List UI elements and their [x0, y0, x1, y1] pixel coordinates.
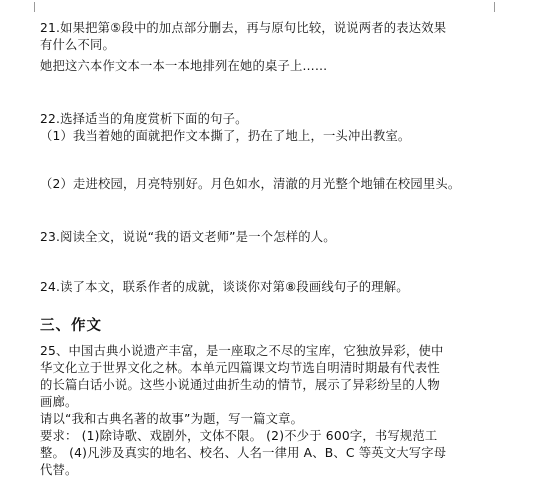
essay-line-4: 画廊。: [40, 395, 78, 409]
question-21-line-1: 21.如果把第⑤段中的加点部分删去，再与原句比较，说说两者的表达效果: [40, 21, 447, 35]
question-21-line-2: 有什么不同。: [40, 38, 115, 52]
essay-line-6: 要求： (1)除诗歌、戏剧外，文体不限。 (2)不少于 600字，书写规范工: [40, 429, 438, 443]
essay-line-7: 整。 (4)凡涉及真实的地名、校名、人名一律用 A、B、C 等英文大写字母: [40, 446, 447, 460]
question-22-title: 22.选择适当的角度赏析下面的句子。: [40, 112, 248, 126]
essay-line-2: 华文化立于世界文化之林。本单元四篇课文均节选自明清时期最有代表性: [40, 361, 440, 375]
question-24: 24.读了本文，联系作者的成就，谈谈你对第⑧段画线句子的理解。: [40, 280, 409, 294]
margin-mark-top-left: [26, 2, 35, 12]
essay-line-5: 请以“我和古典名著的故事”为题，写一篇文章。: [40, 412, 304, 426]
question-22-item-1: （1）我当着她的面就把作文本撕了，扔在了地上，一头冲出教室。: [40, 129, 411, 143]
essay-prompt: [40, 343, 500, 479]
essay-line-1: 25、中国古典小说遗产丰富，是一座取之不尽的宝库，它独放异彩，使中: [40, 344, 444, 358]
essay-line-8: 代替。: [40, 463, 78, 477]
question-23: 23.阅读全文，说说“我的语文老师”是一个怎样的人。: [40, 230, 336, 244]
section-heading-essay: 三、作文: [40, 318, 102, 334]
essay-line-3: 的长篇白话小说。这些小说通过曲折生动的情节，展示了异彩纷呈的人物: [40, 378, 440, 392]
question-21-quote: 她把这六本作文本一本一本地排列在她的桌子上……: [40, 59, 328, 73]
margin-mark-top-right: [494, 2, 503, 12]
question-22-item-2: （2）走进校园，月亮特别好。月色如水，清澈的月光整个地铺在校园里头。: [40, 177, 461, 191]
